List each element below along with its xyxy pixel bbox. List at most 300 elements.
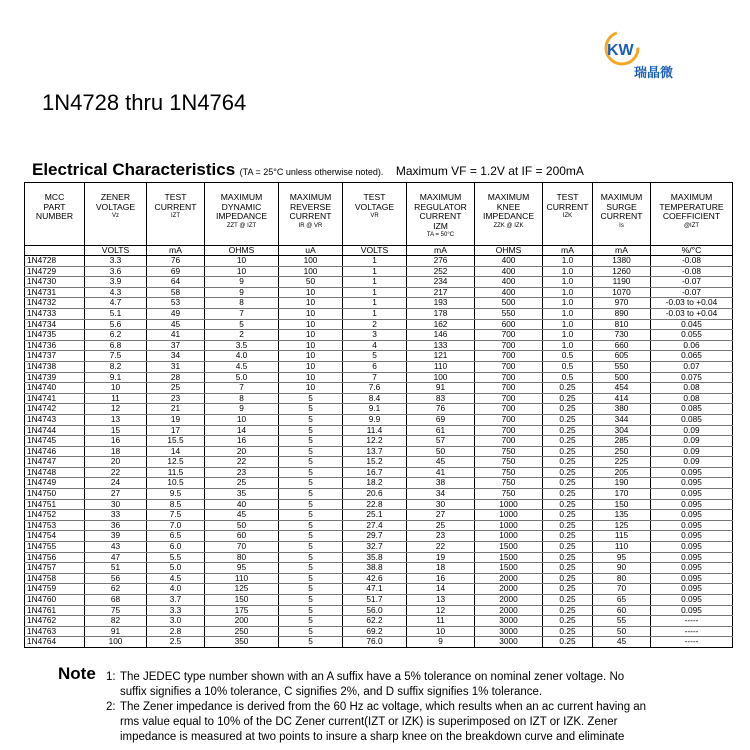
table-cell: 1500 <box>475 542 543 553</box>
table-row <box>25 489 733 500</box>
table-cell: 750 <box>475 489 543 500</box>
table-cell: 1380 <box>593 256 651 267</box>
table-cell: 5 <box>279 552 343 563</box>
table-row <box>25 446 733 457</box>
table-cell: 890 <box>593 308 651 319</box>
table-cell: 1.0 <box>543 287 593 298</box>
table-row <box>25 467 733 478</box>
table-cell: 1.0 <box>543 277 593 288</box>
table-cell: 4.5 <box>147 573 205 584</box>
table-cell: 5 <box>279 595 343 606</box>
column-header-line: MAXIMUM <box>670 192 713 202</box>
table-cell: 49 <box>147 308 205 319</box>
table-cell: 3000 <box>475 637 543 648</box>
table-cell: 38 <box>407 478 475 489</box>
table-cell: 0.25 <box>543 510 593 521</box>
table-cell: 193 <box>407 298 475 309</box>
table-cell: 83 <box>407 393 475 404</box>
table-cell: 22 <box>205 457 279 468</box>
electrical-characteristics-table <box>24 182 733 648</box>
table-cell: 3000 <box>475 626 543 637</box>
table-cell: 10 <box>205 414 279 425</box>
column-header-line: VOLTAGE <box>95 201 136 212</box>
table-cell: 3000 <box>475 616 543 627</box>
column-header-symbol: TA = 50°C <box>426 232 455 239</box>
table-cell: 5 <box>279 616 343 627</box>
table-cell: 0.095 <box>651 531 733 542</box>
table-cell: 12 <box>407 605 475 616</box>
table-cell: 13 <box>407 595 475 606</box>
table-cell: 205 <box>593 467 651 478</box>
table-cell: 5 <box>279 446 343 457</box>
table-cell: 0.25 <box>543 584 593 595</box>
note-text: The Zener impedance is derived from the 60 Hz ac voltage, which results when an ac current having an <box>120 701 647 713</box>
table-cell: 3.3 <box>147 605 205 616</box>
table-cell: 64 <box>147 277 205 288</box>
table-cell: 95 <box>205 563 279 574</box>
table-cell: 550 <box>475 308 543 319</box>
column-header-symbol: Is <box>619 222 624 229</box>
table-cell: 22.8 <box>343 499 407 510</box>
page-title: 1N4728 thru 1N4764 <box>42 90 247 115</box>
table-cell: 8 <box>205 393 279 404</box>
table-cell: 0.08 <box>651 393 733 404</box>
table-cell: 700 <box>475 425 543 436</box>
table-cell: 5 <box>279 531 343 542</box>
table-cell: 9 <box>407 637 475 648</box>
table-cell: 42.6 <box>343 573 407 584</box>
table-cell: 38.8 <box>343 563 407 574</box>
table-cell: 175 <box>205 605 279 616</box>
table-cell: 0.07 <box>651 361 733 372</box>
table-row <box>25 457 733 468</box>
table-row <box>25 330 733 341</box>
table-row <box>25 414 733 425</box>
table-cell: 19 <box>147 414 205 425</box>
table-cell: 2.5 <box>147 637 205 648</box>
table-cell: 91 <box>407 383 475 394</box>
table-cell: 25 <box>407 520 475 531</box>
table-cell: 0.25 <box>543 531 593 542</box>
table-cell: 178 <box>407 308 475 319</box>
table-cell: 5 <box>279 510 343 521</box>
table-cell: 1000 <box>475 510 543 521</box>
table-cell: 5 <box>279 489 343 500</box>
test-conditions: (TA = 25°C unless otherwise noted). <box>239 167 384 177</box>
table-cell: 50 <box>407 446 475 457</box>
table-cell: 125 <box>593 520 651 531</box>
table-cell: 0.095 <box>651 467 733 478</box>
table-row <box>25 287 733 298</box>
column-header <box>407 183 475 246</box>
table-cell: 12 <box>85 404 147 415</box>
table-cell: 3.9 <box>85 277 147 288</box>
unit-cell <box>25 246 85 256</box>
table-cell: 47 <box>85 552 147 563</box>
table-cell: 0.25 <box>543 595 593 606</box>
table-cell: 13.7 <box>343 446 407 457</box>
table-cell: 0.095 <box>651 489 733 500</box>
table-cell: 750 <box>475 478 543 489</box>
table-cell: 7.5 <box>85 351 147 362</box>
table-cell: 27.4 <box>343 520 407 531</box>
table-cell: 82 <box>85 616 147 627</box>
table-cell: 5 <box>279 520 343 531</box>
part-number-cell: 1N4755 <box>25 542 85 553</box>
table-cell: 25 <box>147 383 205 394</box>
table-cell: 3.5 <box>205 340 279 351</box>
part-number-cell: 1N4733 <box>25 308 85 319</box>
column-header <box>205 183 279 246</box>
table-cell: 0.085 <box>651 404 733 415</box>
table-cell: 0.065 <box>651 351 733 362</box>
table-cell: 5 <box>279 414 343 425</box>
table-cell: 135 <box>593 510 651 521</box>
table-cell: 700 <box>475 330 543 341</box>
table-cell: 3.3 <box>85 256 147 267</box>
table-cell: 0.095 <box>651 595 733 606</box>
table-cell: 1000 <box>475 499 543 510</box>
table-cell: 400 <box>475 287 543 298</box>
table-cell: 45 <box>407 457 475 468</box>
column-header-line: IMPEDANCE <box>482 211 535 222</box>
notes-label: Note <box>58 664 96 683</box>
table-cell: 43 <box>85 542 147 553</box>
column-header-line: MAXIMUM <box>487 192 530 202</box>
part-number-cell: 1N4764 <box>25 637 85 648</box>
table-cell: 14 <box>147 446 205 457</box>
part-number-cell: 1N4729 <box>25 266 85 277</box>
table-cell: 5.1 <box>85 308 147 319</box>
unit-cell: mA <box>147 246 205 256</box>
table-cell: 700 <box>475 393 543 404</box>
table-cell: 5 <box>279 436 343 447</box>
table-cell: 0.08 <box>651 383 733 394</box>
table-cell: 45 <box>205 510 279 521</box>
table-cell: 90 <box>593 563 651 574</box>
table-row <box>25 499 733 510</box>
table-cell: 35.8 <box>343 552 407 563</box>
column-header-line: KNEE <box>496 201 521 212</box>
table-cell: 76 <box>407 404 475 415</box>
column-header-line: IMPEDANCE <box>215 211 268 222</box>
table-cell: 95 <box>593 552 651 563</box>
table-cell: 9.9 <box>343 414 407 425</box>
table-cell: 0.25 <box>543 383 593 394</box>
table-cell: 32.7 <box>343 542 407 553</box>
note-1 <box>106 670 726 700</box>
table-cell: ----- <box>651 626 733 637</box>
section-heading <box>32 160 584 180</box>
column-header-symbol: IZK <box>562 213 573 220</box>
table-cell: 0.095 <box>651 584 733 595</box>
table-cell: 100 <box>85 637 147 648</box>
column-header-symbol: IZT <box>171 213 180 220</box>
table-cell: 5 <box>279 584 343 595</box>
table-cell: 1.0 <box>543 340 593 351</box>
table-cell: 18 <box>407 563 475 574</box>
table-cell: 100 <box>407 372 475 383</box>
table-cell: 0.25 <box>543 478 593 489</box>
table-cell: 10.5 <box>147 478 205 489</box>
table-cell: -0.08 <box>651 256 733 267</box>
table-cell: 1500 <box>475 552 543 563</box>
table-cell: 4.0 <box>205 351 279 362</box>
table-cell: 700 <box>475 340 543 351</box>
column-header-line: CURRENT <box>289 211 332 222</box>
table-cell: 0.25 <box>543 573 593 584</box>
table-cell: 0.25 <box>543 446 593 457</box>
table-cell: 5 <box>279 393 343 404</box>
table-cell: 7.6 <box>343 383 407 394</box>
table-cell: 344 <box>593 414 651 425</box>
table-cell: 41 <box>147 330 205 341</box>
table-cell: 14 <box>407 584 475 595</box>
table-cell: 10 <box>85 383 147 394</box>
column-header-line: MAXIMUM <box>220 192 263 202</box>
table-row <box>25 616 733 627</box>
table-cell: 0.25 <box>543 393 593 404</box>
table-cell: 10 <box>205 266 279 277</box>
table-cell: 0.095 <box>651 573 733 584</box>
part-number-cell: 1N4746 <box>25 446 85 457</box>
table-cell: 0.085 <box>651 414 733 425</box>
table-cell: 1 <box>343 277 407 288</box>
table-cell: 350 <box>205 637 279 648</box>
table-cell: 730 <box>593 330 651 341</box>
table-cell: 10 <box>279 372 343 383</box>
table-cell: 0.25 <box>543 414 593 425</box>
table-cell: 0.095 <box>651 520 733 531</box>
table-cell: 10 <box>279 340 343 351</box>
table-cell: 2000 <box>475 584 543 595</box>
table-cell: 0.25 <box>543 520 593 531</box>
part-number-cell: 1N4735 <box>25 330 85 341</box>
table-cell: 400 <box>475 256 543 267</box>
table-row <box>25 340 733 351</box>
table-cell: 60 <box>593 605 651 616</box>
table-cell: 69 <box>147 266 205 277</box>
table-row <box>25 563 733 574</box>
table-row <box>25 256 733 267</box>
table-cell: 0.095 <box>651 499 733 510</box>
table-cell: 3.7 <box>147 595 205 606</box>
table-cell: 115 <box>593 531 651 542</box>
table-cell: 5 <box>279 573 343 584</box>
table-cell: -0.07 <box>651 277 733 288</box>
max-forward-voltage: Maximum VF = 1.2V at IF = 200mA <box>395 164 584 178</box>
table-cell: 65 <box>593 595 651 606</box>
table-cell: 190 <box>593 478 651 489</box>
part-number-cell: 1N4754 <box>25 531 85 542</box>
table-cell: 700 <box>475 361 543 372</box>
table-cell: 0.25 <box>543 552 593 563</box>
table-cell: 110 <box>407 361 475 372</box>
table-cell: ----- <box>651 616 733 627</box>
table-cell: 16 <box>407 573 475 584</box>
table-cell: 0.095 <box>651 510 733 521</box>
table-cell: 0.095 <box>651 552 733 563</box>
table-cell: 37 <box>147 340 205 351</box>
table-cell: 5 <box>279 626 343 637</box>
table-cell: 5 <box>279 637 343 648</box>
table-cell: 5 <box>279 467 343 478</box>
table-cell: 1.0 <box>543 266 593 277</box>
column-header-line: MAXIMUM <box>289 192 332 202</box>
table-cell: 33 <box>85 510 147 521</box>
table-cell: 22 <box>85 467 147 478</box>
table-cell: 15 <box>85 425 147 436</box>
table-cell: 10 <box>279 308 343 319</box>
table-cell: 12.5 <box>147 457 205 468</box>
table-cell: 8.5 <box>147 499 205 510</box>
column-header-line: TEMPERATURE <box>659 201 724 212</box>
table-cell: 8.4 <box>343 393 407 404</box>
table-cell: 2000 <box>475 595 543 606</box>
table-cell: 170 <box>593 489 651 500</box>
part-number-cell: 1N4747 <box>25 457 85 468</box>
table-cell: 285 <box>593 436 651 447</box>
column-header-symbol: Vz <box>111 213 119 220</box>
table-cell: 47.1 <box>343 584 407 595</box>
column-header-line: MCC <box>44 192 65 202</box>
table-cell: 57 <box>407 436 475 447</box>
table-cell: 25 <box>205 478 279 489</box>
table-cell: 76.0 <box>343 637 407 648</box>
table-cell: 6.0 <box>147 542 205 553</box>
table-cell: 34 <box>407 489 475 500</box>
table-cell: 28 <box>147 372 205 383</box>
table-cell: 100 <box>279 256 343 267</box>
table-cell: 4.5 <box>205 361 279 372</box>
column-header-symbol: @IZT <box>683 222 700 229</box>
unit-cell: OHMS <box>205 246 279 256</box>
table-cell: 0.5 <box>543 351 593 362</box>
column-header <box>343 183 407 246</box>
table-cell: 660 <box>593 340 651 351</box>
table-cell: 1070 <box>593 287 651 298</box>
column-header <box>279 183 343 246</box>
table-cell: 10 <box>279 351 343 362</box>
table-cell: 16.7 <box>343 467 407 478</box>
table-cell: 5 <box>279 499 343 510</box>
table-row <box>25 595 733 606</box>
table-cell: 22 <box>407 542 475 553</box>
table-cell: 60 <box>205 531 279 542</box>
table-row <box>25 425 733 436</box>
table-row <box>25 584 733 595</box>
table-cell: 121 <box>407 351 475 362</box>
table-cell: 0.095 <box>651 563 733 574</box>
table-cell: 39 <box>85 531 147 542</box>
table-row <box>25 266 733 277</box>
table-cell: 68 <box>85 595 147 606</box>
svg-text:KW: KW <box>607 42 634 59</box>
table-row <box>25 478 733 489</box>
table-cell: 69.2 <box>343 626 407 637</box>
table-cell: 550 <box>593 361 651 372</box>
table-cell: 0.06 <box>651 340 733 351</box>
table-cell: 5.6 <box>85 319 147 330</box>
table-row <box>25 361 733 372</box>
column-header-symbol: VR <box>370 213 379 220</box>
table-cell: 14 <box>205 425 279 436</box>
table-cell: 61 <box>407 425 475 436</box>
table-row <box>25 637 733 648</box>
table-cell: 7 <box>205 308 279 319</box>
table-cell: 9.1 <box>85 372 147 383</box>
table-cell: 9 <box>205 277 279 288</box>
table-cell: 31 <box>147 361 205 372</box>
table-cell: 700 <box>475 436 543 447</box>
part-number-cell: 1N4760 <box>25 595 85 606</box>
column-header-line: CURRENT <box>154 201 197 212</box>
part-number-cell: 1N4728 <box>25 256 85 267</box>
table-cell: 19 <box>407 552 475 563</box>
table-cell: 400 <box>475 266 543 277</box>
table-cell: 0.25 <box>543 499 593 510</box>
table-row <box>25 383 733 394</box>
table-cell: 0.045 <box>651 319 733 330</box>
table-cell: 23 <box>407 531 475 542</box>
table-cell: 62 <box>85 584 147 595</box>
table-cell: 454 <box>593 383 651 394</box>
table-cell: 10 <box>279 319 343 330</box>
part-number-cell: 1N4734 <box>25 319 85 330</box>
table-row <box>25 404 733 415</box>
table-cell: 30 <box>407 499 475 510</box>
column-header <box>543 183 593 246</box>
table-cell: 1.0 <box>543 330 593 341</box>
table-cell: 70 <box>593 584 651 595</box>
table-cell: 29.7 <box>343 531 407 542</box>
table-cell: 0.25 <box>543 542 593 553</box>
table-cell: 17 <box>147 425 205 436</box>
column-header <box>25 183 85 246</box>
table-cell: 10 <box>279 298 343 309</box>
table-cell: 700 <box>475 414 543 425</box>
table-cell: 5 <box>279 478 343 489</box>
column-header-line: CURRENT <box>546 201 589 212</box>
table-cell: 250 <box>205 626 279 637</box>
table-cell: 1.0 <box>543 298 593 309</box>
table-cell: 6 <box>343 361 407 372</box>
table-cell: 0.095 <box>651 478 733 489</box>
table-cell: 0.055 <box>651 330 733 341</box>
table-cell: 51.7 <box>343 595 407 606</box>
table-cell: 0.25 <box>543 489 593 500</box>
table-cell: 10 <box>279 383 343 394</box>
table-cell: 5 <box>279 425 343 436</box>
table-cell: ----- <box>651 637 733 648</box>
table-cell: 414 <box>593 393 651 404</box>
table-row <box>25 319 733 330</box>
table-cell: 0.25 <box>543 605 593 616</box>
table-cell: 0.095 <box>651 542 733 553</box>
table-cell: 35 <box>205 489 279 500</box>
table-cell: 162 <box>407 319 475 330</box>
column-header-symbol: IR @ VR <box>298 222 323 229</box>
part-number-cell: 1N4757 <box>25 563 85 574</box>
note-number: 1: <box>106 671 116 683</box>
table-cell: 36 <box>85 520 147 531</box>
table-cell: 45 <box>593 637 651 648</box>
table-cell: 4.0 <box>147 584 205 595</box>
column-header-line: SURGE <box>606 201 637 212</box>
column-header-line: REGULATOR <box>414 201 467 212</box>
table-cell: 11.5 <box>147 467 205 478</box>
table-cell: 2 <box>343 319 407 330</box>
